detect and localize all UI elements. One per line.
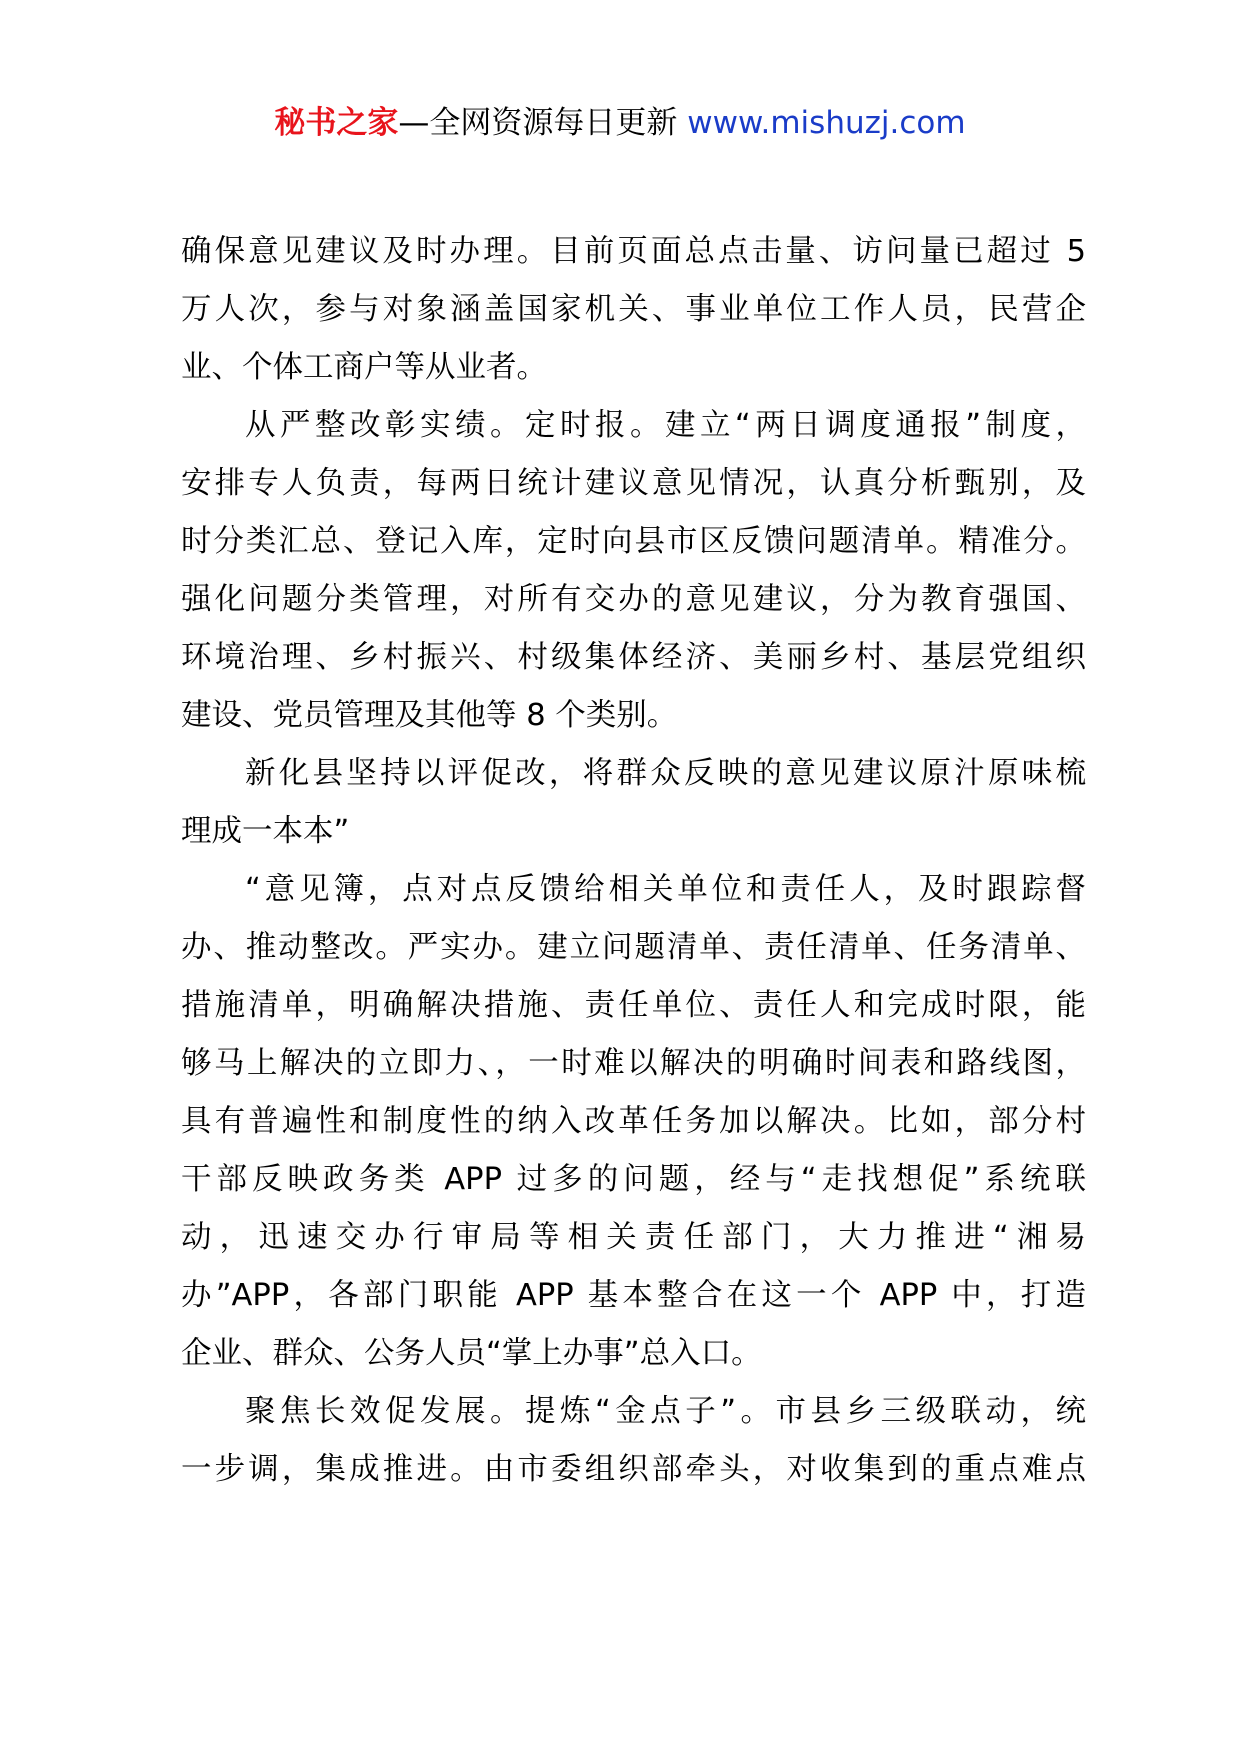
document-body [181, 223, 1086, 1499]
text-line: 建设、党员管理及其他等 8 个类别。 [181, 698, 678, 733]
text-line: 企业、群众、公务人员“掌上办事”总入口。 [181, 1336, 762, 1371]
header-brand: 秘书之家 [274, 105, 399, 141]
text-line: 强化问题分类管理，对所有交办的意见建议，分为教育强国、 [181, 582, 1086, 617]
text-line: 够马上解决的立即力、，一时难以解决的明确时间表和路线图， [181, 1046, 1086, 1081]
text-line: 从严整改彰实绩。定时报。建立“两日调度通报”制度， [245, 408, 1086, 443]
text-line: 办、推动整改。严实办。建立问题清单、责任清单、任务清单、 [181, 930, 1086, 965]
text-line: 干部反映政务类 APP 过多的问题，经与“走找想促”系统联 [181, 1162, 1086, 1197]
text-line: 动，迅速交办行审局等相关责任部门，大力推进“湘易 [181, 1220, 1086, 1255]
page-header [0, 97, 1240, 149]
text-line: 理成一本本” [181, 814, 350, 849]
text-line: 办”APP，各部门职能 APP 基本整合在这一个 APP 中，打造 [181, 1278, 1086, 1313]
text-line: 聚焦长效促发展。提炼“金点子”。市县乡三级联动，统 [245, 1394, 1086, 1429]
text-line: 万人次，参与对象涵盖国家机关、事业单位工作人员，民营企 [181, 292, 1086, 327]
text-line: 环境治理、乡村振兴、村级集体经济、美丽乡村、基层党组织 [181, 640, 1086, 675]
text-line: 时分类汇总、登记入库，定时向县市区反馈问题清单。精准分。 [181, 524, 1086, 559]
text-line: 业、个体工商户等从业者。 [181, 350, 547, 385]
text-line: 安排专人负责，每两日统计建议意见情况，认真分析甄别，及 [181, 466, 1086, 501]
text-line: 确保意见建议及时办理。目前页面总点击量、访问量已超过 5 [181, 234, 1086, 269]
text-line: 措施清单，明确解决措施、责任单位、责任人和完成时限，能 [181, 988, 1086, 1023]
text-line: 新化县坚持以评促改，将群众反映的意见建议原汁原味梳 [245, 756, 1086, 791]
text-line: “意见簿，点对点反馈给相关单位和责任人，及时跟踪督 [245, 872, 1086, 907]
text-line: 具有普遍性和制度性的纳入改革任务加以解决。比如，部分村 [181, 1104, 1086, 1139]
text-line: 一步调，集成推进。由市委组织部牵头，对收集到的重点难点 [181, 1452, 1086, 1487]
header-tagline: —全网资源每日更新 [398, 105, 688, 141]
header-url-link[interactable]: www.mishuzj.com [687, 105, 966, 141]
